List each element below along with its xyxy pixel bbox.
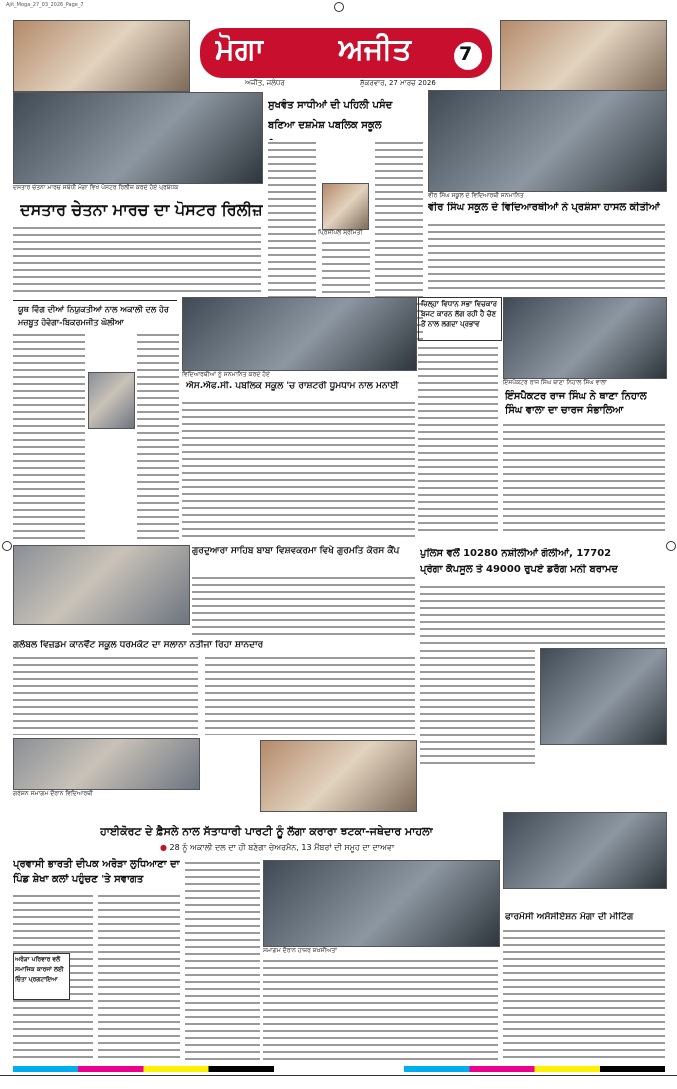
a14-body — [503, 928, 665, 1063]
a5-body — [182, 400, 415, 538]
a2-photo — [322, 183, 369, 230]
a12-kicker-text: 28 ਨੂੰ ਅਕਾਲੀ ਦਲ ਦਾ ਹੀ ਬਣੇਗਾ ਚੇਅਰਮੈਨ, 13 ਮੈਂਬਰਾਂ ਦੀ ਸਮੂਹ ਦਾ ਦਾਅਵਾ — [169, 843, 395, 852]
a4-photo — [88, 372, 135, 429]
registration-mark-top — [334, 2, 344, 12]
a10-body — [420, 584, 665, 644]
a8-body — [192, 575, 415, 640]
a7-headline: ਇੰਸਪੈਕਟਰ ਰਾਜ ਸਿੰਘ ਨੇ ਥਾਣਾ ਨਿਹਾਲ ਸਿੰਘ ਵਾਲਾ ਦਾ ਚਾਰਜ ਸੰਭਾਲਿਆ — [505, 391, 647, 416]
a1-photo — [13, 92, 263, 184]
a5-photo — [182, 297, 417, 371]
a13-body-right — [98, 893, 180, 1063]
masthead-right-photo — [500, 20, 667, 92]
registration-mark-left — [2, 541, 12, 551]
a9-photo — [13, 738, 200, 790]
a12-kicker — [160, 843, 394, 853]
bottom-colorbar — [13, 1066, 665, 1072]
a14-headline: ਫਾਰਮੋਸੀ ਅਸੋਸੀਏਸ਼ਨ ਮੋਗਾ ਦੀ ਮੀਟਿੰਗ — [505, 912, 634, 922]
page-number-text: 7 — [459, 43, 473, 65]
crop-line-bottom — [0, 1075, 677, 1076]
a13-headline: ਪ੍ਰਵਾਸੀ ਭਾਰਤੀ ਦੀਪਕ ਅਰੋੜਾ ਲੁਧਿਆਣਾ ਦਾ ਪਿੰਡ ਸ਼ੇਖਾ ਕਲਾਂ ਪਹੁੰਚਣ 'ਤੇ ਸਵਾਗਤ — [13, 859, 180, 885]
a3-body — [428, 222, 665, 292]
a2-headline-line: ਸੁਖਵੰਤ ਸਾਧੀਆਂ ਦੀ ਪਹਿਲੀ ਪਸੰਦ ਬਣਿਆ ਦਸ਼ਮੇਸ਼ ਪਬਲਿਕ ਸਕੂਲ — [268, 100, 393, 131]
a10-headline-1: ਪੁਲਿਸ ਵਲੋਂ 10280 ਨਸ਼ੀਲੀਆਂ ਗੋਲੀਆਂ, 17702 — [420, 548, 612, 559]
a5-headline: ਐਸ.ਐਫ.ਸੀ. ਪਬਲਿਕ ਸਕੂਲ 'ਚ ਰਾਸ਼ਟਰੀ ਧੂਮਧਾਮ ਨਾਲ ਮਨਾਈ — [186, 381, 399, 391]
a5-caption: ਵਿਦਿਆਰਥੀਆਂ ਨੂੰ ਸਨਮਾਨਿਤ ਕਰਦੇ ਹੋਏ — [182, 371, 270, 378]
print-slug: Ajit_Moga_27_03_2026_Page_7 — [6, 2, 84, 8]
kicker-bullet: ● — [160, 843, 170, 852]
a4-headline: ਯੂਥ ਵਿੰਗ ਦੀਆਂ ਨਿਯੁਕਤੀਆਂ ਨਾਲ ਅਕਾਲੀ ਦਲ ਹੋਰ ਮਜ਼ਬੂਤ ਹੋਵੇਗਾ-ਬਿਕਰਮਜੀਤ ਘੋਲੀਆ — [18, 305, 169, 327]
masthead-subline-left: ਅਜੀਤ, ਜਲੰਧਰ — [245, 79, 285, 87]
a8-collage — [260, 740, 417, 812]
a11-body-left — [185, 860, 260, 1060]
a11-body-right — [263, 958, 498, 1063]
a2-photo-caption: ਪ੍ਰਿੰਸੀਪਲ ਸ਼੍ਰੀਮਤੀ — [318, 229, 363, 236]
a10-body-2 — [420, 648, 535, 768]
a14-photo — [503, 812, 667, 889]
masthead-title-left: ਮੋਗਾ — [215, 32, 265, 67]
a7-caption: ਇੰਸਪੈਕਟਰ ਰਾਜ ਸਿੰਘ ਥਾਣਾ ਨਿਹਾਲ ਸਿੰਘ ਵਾਲਾ — [503, 379, 607, 386]
a9-headline: ਗਲੋਬਲ ਵਿਜ਼ਡਮ ਕਾਨਵੈਂਟ ਸਕੂਲ ਧਰਮਕੋਟ ਦਾ ਸਲਾਨਾ ਨਤੀਜਾ ਰਿਹਾ ਸ਼ਾਨਦਾਰ — [13, 640, 264, 650]
a4-body-right — [137, 332, 179, 542]
a4-body — [13, 332, 85, 542]
a10-headline-2: ਪ੍ਰੇਗਾ ਕੈਪਸੂਲ ਤੇ 49000 ਰੁਪਏ ਡਰੱਗ ਮਨੀ ਬਰਾਮਦ — [420, 564, 619, 575]
a13-box-text: ਅਰੋੜਾ ਪਰਿਵਾਰ ਵਲੋਂ ਸਮਾਜਿਕ ਕਾਰਜਾਂ ਲਈ ਚਿੰਤਾ ਪ੍ਰਗਟਾਇਆ — [15, 956, 64, 983]
a9-body — [13, 655, 198, 735]
a8-body-2 — [205, 655, 415, 735]
masthead-title-right: ਅਜੀਤ — [338, 32, 412, 67]
a8-headline: ਗੁਰਦੁਆਰਾ ਸਾਹਿਬ ਬਾਬਾ ਵਿਸ਼ਵਕਰਮਾ ਵਿਖੇ ਗੁਰਮਤਿ ਕੋਰਸ ਕੈਂਪ — [192, 546, 400, 556]
masthead-date: ਸ਼ੁੱਕਰਵਾਰ, 27 ਮਾਰਚ 2026 — [360, 79, 436, 87]
a1-body — [13, 225, 261, 297]
a1-caption: ਦਸਤਾਰ ਚੇਤਨਾ ਮਾਰਚ ਸਬੰਧੀ ਮੋਗਾ ਵਿਖੇ ਪੋਸਟਰ ਰਿਲੀਜ਼ ਕਰਦੇ ਹੋਏ ਪ੍ਰਬੰਧਕ — [13, 184, 179, 191]
a11-photo — [263, 860, 500, 947]
divider-1 — [13, 300, 177, 301]
a7-body — [503, 422, 665, 535]
registration-mark-right — [666, 541, 676, 551]
a11-caption: ਸਮਾਗਮ ਦੌਰਾਨ ਹਾਜ਼ਰ ਸ਼ਖ਼ਸੀਅਤਾਂ — [263, 947, 338, 954]
a3-photo — [428, 90, 667, 192]
a6-body — [418, 345, 498, 535]
a6-boxed-headline: ਜ਼ਿਲ੍ਹਾ ਵਿਧਾਨ ਸਭਾ ਵਿਚਕਾਰ ਬਜਟ ਕਾਰਨ ਲੱਗ ਰਹੀ ਹੈ ਚੋਣ ਤੋਂ ਨਾਲ ਲਗਦਾ ਪ੍ਰਭਾਵ — [421, 300, 498, 328]
a9-caption: ਗਰੇਸ਼ਨ ਸਮਾਗਮ ਦੌਰਾਨ ਵਿਦਿਆਰਥੀ — [13, 790, 93, 797]
a1-headline: ਦਸਤਾਰ ਚੇਤਨਾ ਮਾਰਚ ਦਾ ਪੋਸਟਰ ਰਿਲੀਜ਼ — [20, 200, 263, 219]
a3-headline: ਵੀਰ ਸਿੰਘ ਸਕੂਲ ਦੇ ਵਿਦਿਆਰਥੀਆਂ ਨੇ ਪ੍ਰਸ਼ੰਸਾ ਹਾਸਲ ਕੀਤੀਆਂ — [428, 202, 660, 213]
a8-photo — [13, 545, 190, 625]
a10-photo — [540, 648, 667, 745]
masthead-left-photo — [13, 20, 190, 92]
a11-headline: ਹਾਈਕੋਰਟ ਦੇ ਫ਼ੈਸਲੇ ਨਾਲ ਸੱਤਾਧਾਰੀ ਪਾਰਟੀ ਨੂੰ ਲੱਗਾ ਕਰਾਰਾ ਝਟਕਾ-ਜਥੇਦਾਰ ਮਾਹਲਾ — [100, 825, 433, 838]
a7-photo — [503, 297, 667, 379]
a3-caption: ਵੀਰ ਸਿੰਘ ਸਕੂਲ ਦੇ ਵਿਦਿਆਰਥੀ ਸਨਮਾਨਿਤ — [428, 192, 524, 199]
